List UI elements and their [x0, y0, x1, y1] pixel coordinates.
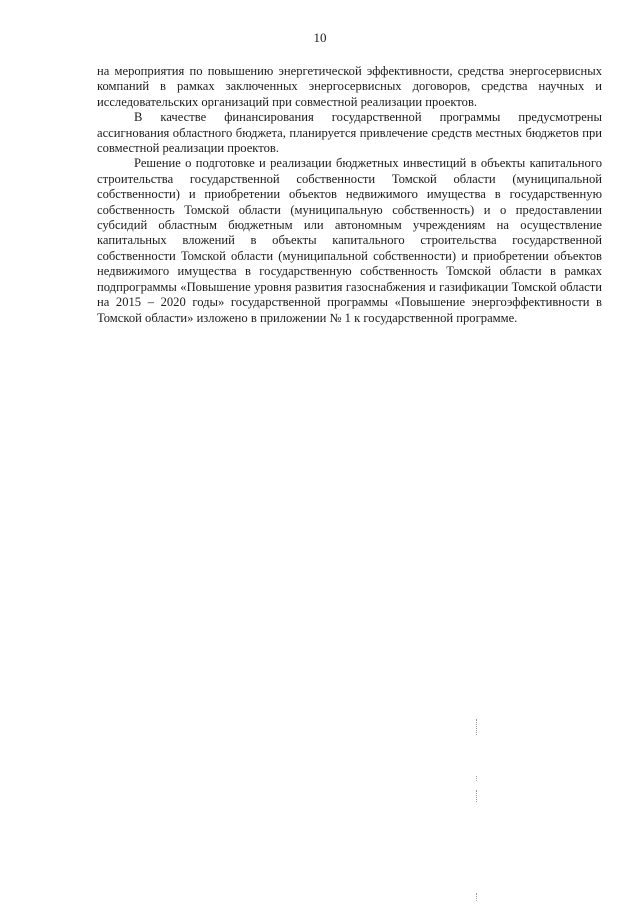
scan-mark [476, 893, 478, 901]
paragraph-investment-decision: Решение о подготовке и реализации бюджетных инвестиций в объекты капитального строительства государственной собственности Томской области (муниципальной собственности) и приобретении объектов недвижимого имущества в государственную собственность Томской области (муниципальную собственность) и о предоставлении субсидий областным бюджетным или автономным учреждениям на осуществление капитальных вложений в объекты капитального строительства государственной собственности Томской области (муниципальной собственности) и приобретении объектов недвижимого имущества в государственную собственность Томской области в рамках подпрограммы «Повышение уровня развития газоснабжения и газификации Томской области на 2015 – 2020 годы» государственной программы «Повышение энергоэффективности в Томской области» изложено в приложении № 1 к государственной программе. [97, 156, 602, 325]
document-body [97, 64, 602, 326]
page-number: 10 [313, 30, 327, 45]
scan-mark [476, 776, 478, 781]
paragraph-continuation: на мероприятия по повышению энергетической эффективности, средства энергосервисных компаний в рамках заключенных энергосервисных договоров, средства научных и исследовательских организаций при совместной реализации проектов. [97, 64, 602, 109]
scan-mark [476, 719, 478, 735]
scan-mark [476, 790, 478, 802]
paragraph-financing: В качестве финансирования государственной программы предусмотрены ассигнования областного бюджета, планируется привлечение средств местных бюджетов при совместной реализации проектов. [97, 110, 602, 156]
